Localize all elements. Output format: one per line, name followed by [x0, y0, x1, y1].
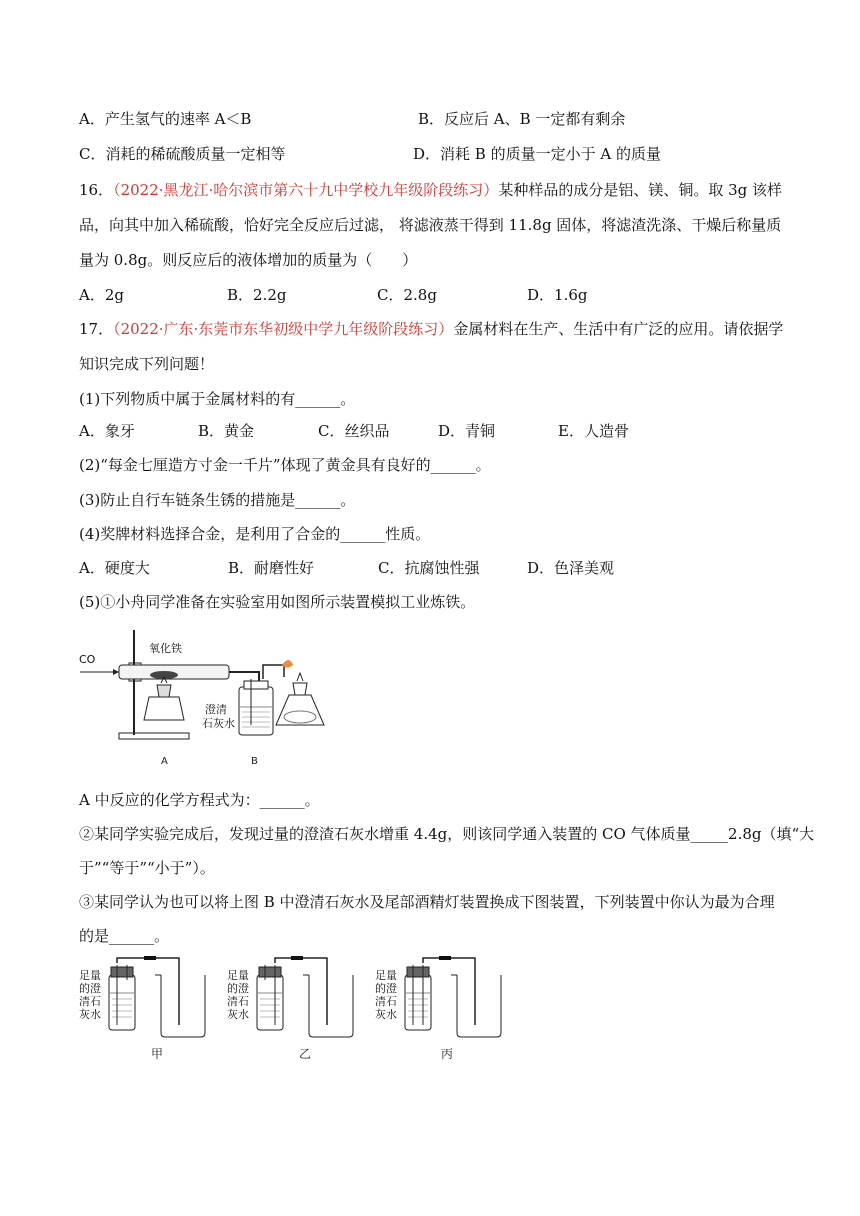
limewater-label-2: 石灰水 — [202, 717, 235, 730]
q17-line2: 知识完成下列问题！ — [79, 355, 215, 373]
q17-part5-b-line2: 于”“等于”“小于”）。 — [79, 859, 215, 877]
q17-p4-option-c: C．抗腐蚀性强 — [378, 559, 480, 577]
q17-number: 17． — [79, 320, 114, 338]
label-b: B — [251, 756, 258, 767]
q17-part5-c-line1: ③某同学认为也可以将上图 B 中澄清石灰水及尾部酒精灯装置换成下图装置，下列装置中你认为最为合理 — [79, 893, 775, 911]
q17-text1: 金属材料在生产、生活中有广泛的应用。请依据学 — [453, 320, 784, 338]
q17-part5-c-line2: 的是______。 — [79, 927, 170, 945]
q17-part1: (1)下列物质中属于金属材料的有______。 — [79, 390, 356, 408]
q16-text1: 某种样品的成分是铝、镁、铜。取 3g 该样 — [498, 181, 782, 199]
label-a: A — [161, 756, 168, 767]
q17-line1 — [79, 319, 783, 339]
device-yi-name: 乙 — [299, 1047, 312, 1061]
device-jia — [109, 956, 205, 1037]
q17-p4-option-a: A．硬度大 — [79, 559, 150, 577]
q17-part5-b-line1: ②某同学实验完成后，发现过量的澄渣石灰水增重 4.4g，则该同学通入装置的 CO 气体质量_____2.8g（填“大 — [79, 825, 815, 843]
q16-number: 16． — [79, 181, 114, 199]
q17-p1-option-b: B．黄金 — [198, 422, 255, 440]
limewater-label-1: 澄清 — [205, 703, 227, 716]
q17-p4-option-d: D．色泽美观 — [527, 559, 615, 577]
q15-option-c: C．消耗的稀硫酸质量一定相等 — [79, 145, 286, 163]
q17-p4-option-b: B．耐磨性好 — [228, 559, 315, 577]
device-set-diagram — [79, 955, 519, 1065]
q17-p1-option-e: E．人造骨 — [558, 422, 629, 440]
q17-p1-option-c: C．丝织品 — [318, 422, 390, 440]
q15-option-b: B．反应后 A、B 一定都有剩余 — [418, 110, 626, 128]
q17-part5: (5)①小舟同学准备在实验室用如图所示装置模拟工业炼铁。 — [79, 593, 476, 611]
q16-option-d: D．1.6g — [527, 286, 588, 304]
iron-smelting-diagram — [79, 625, 339, 770]
q17-p1-option-d: D．青铜 — [438, 422, 496, 440]
q16-option-a: A．2g — [79, 286, 124, 304]
q16-line1 — [79, 180, 782, 200]
q16-source: （2022·黑龙江·哈尔滨市第六十九中学校九年级阶段练习） — [113, 181, 499, 199]
q16-line3: 量为 0.8g。则反应后的液体增加的质量为（ ） — [79, 251, 418, 269]
q17-part2: (2)“每金七厘造方寸金一千片”体现了黄金具有良好的______。 — [79, 456, 491, 474]
q17-part3: (3)防止自行车链条生锈的措施是______。 — [79, 491, 356, 509]
iron-oxide-label: 氧化铁 — [149, 642, 182, 655]
q16-line2: 品，向其中加入稀硫酸，恰好完全反应后过滤， 将滤液蒸干得到 11.8g 固体，将滤渣洗涤、干燥后称量质 — [79, 216, 782, 234]
q16-option-c: C．2.8g — [377, 286, 437, 304]
q17-source: （2022·广东·东莞市东华初级中学九年级阶段练习） — [113, 320, 454, 338]
device-bing-label: 足量 的澄 清石 灰水 — [375, 969, 397, 1021]
q17-part5-a: A 中反应的化学方程式为：______。 — [79, 791, 320, 809]
device-yi — [257, 956, 353, 1037]
q17-p1-option-a: A．象牙 — [79, 422, 135, 440]
q15-option-a: A．产生氢气的速率 A＜B — [79, 110, 252, 128]
device-yi-label: 足量 的澄 清石 灰水 — [227, 969, 249, 1021]
device-jia-name: 甲 — [151, 1047, 164, 1061]
co-label: CO — [79, 653, 96, 666]
device-bing-name: 丙 — [441, 1047, 454, 1061]
device-jia-label: 足量 的澄 清石 灰水 — [79, 969, 101, 1021]
q16-option-b: B．2.2g — [227, 286, 287, 304]
device-bing — [405, 956, 501, 1037]
q17-part4: (4)奖牌材料选择合金，是利用了合金的______性质。 — [79, 525, 431, 543]
iron-smelting-figure — [79, 625, 339, 770]
device-set-figure — [79, 955, 519, 1065]
q15-option-d: D．消耗 B 的质量一定小于 A 的质量 — [413, 145, 661, 163]
